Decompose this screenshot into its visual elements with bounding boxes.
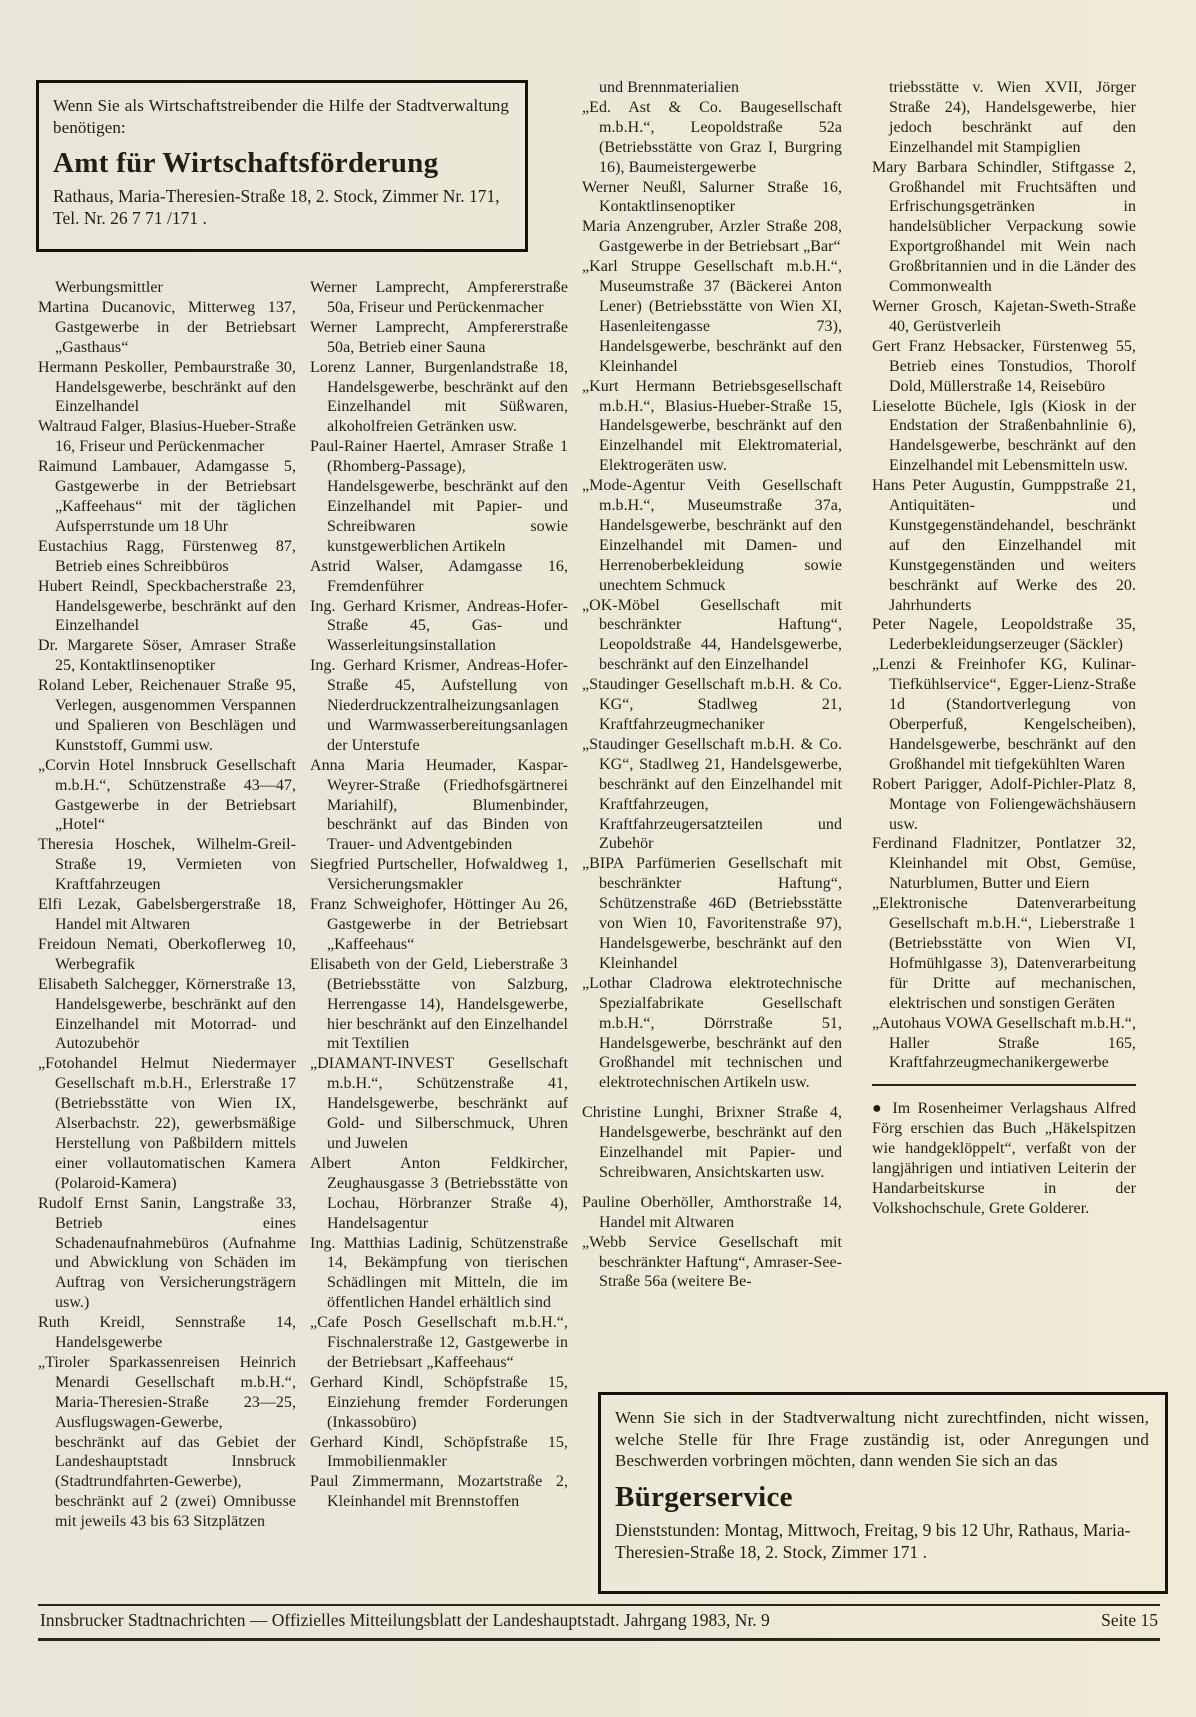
directory-entry: „OK-Möbel Gesellschaft mit beschränkter Haftung“, Leopoldstraße 44, Handelsgewerbe, beschränkt auf den Einzelhandel: [582, 596, 842, 674]
directory-entry: Raimund Lambauer, Adamgasse 5, Gastgewerbe in der Betriebsart „Kaffeehaus“ mit der täglichen Aufsperrstunde um 18 Uhr: [38, 458, 296, 535]
directory-entry: „Ed. Ast & Co. Baugesellschaft m.b.H.“, Leopoldstraße 52a (Betriebsstätte von Graz I, Burgring 16), Baumeistergewerbe: [582, 98, 842, 176]
directory-entry: triebsstätte v. Wien XVII, Jörger Straße 24), Handelsgewerbe, hier jedoch beschränkt auf den Einzelhandel mit Stampiglien: [889, 79, 1136, 156]
directory-entry: „Mode-Agentur Veith Gesellschaft m.b.H.“, Museumstraße 37a, Handelsgewerbe, beschränkt auf den Einzelhandel mit Damen- und Herrenoberbekleidung sowie unechtem Schmuck: [582, 477, 842, 594]
directory-entry: „Autohaus VOWA Gesellschaft m.b.H.“, Haller Straße 165, Kraftfahrzeugmechanikergewerbe: [872, 1014, 1136, 1072]
directory-entry: „Cafe Posch Gesellschaft m.b.H.“, Fischnalerstraße 12, Gastgewerbe in der Betriebsart „Kaffeehaus“: [310, 1314, 568, 1371]
directory-entry: Werbungsmittler: [55, 279, 163, 296]
directory-entry: Robert Parigger, Adolf-Pichler-Platz 8, Montage von Foliengewächshäusern usw.: [872, 775, 1136, 833]
directory-entry: Gert Franz Hebsacker, Fürstenweg 55, Betrieb eines Tonstudios, Thorolf Dold, Müllerstraße 14, Reisebüro: [872, 337, 1136, 395]
amt-address: Rathaus, Maria-Theresien-Straße 18, 2. Stock, Zimmer Nr. 171, Tel. Nr. 26 7 71 /171 .: [53, 186, 500, 228]
directory-entry: „BIPA Parfümerien Gesellschaft mit beschränkter Haftung“, Schützenstraße 46D (Betriebsstätte von Wien 10, Favoritenstraße 97), Handelsgewerbe, beschränkt auf den Kleinhandel: [582, 855, 842, 972]
directory-entry: Dr. Margarete Söser, Amraser Straße 25, Kontaktlinsenoptiker: [38, 637, 296, 675]
buergerservice-intro-text: Wenn Sie sich in der Stadtverwaltung nicht zurechtfinden, nicht wissen, welche Stelle für Ihre Frage zuständig ist, oder Anregungen und Beschwerden vorbringen möchten, dann wenden Sie sich an das: [615, 1408, 1149, 1470]
directory-entry: „Kurt Hermann Betriebsgesellschaft m.b.H.“, Blasius-Hueber-Straße 15, Handelsgewerbe, beschränkt auf den Einzelhandel mit Elektromaterial, Elektrogeräten usw.: [582, 377, 842, 475]
news-note: ● Im Rosenheimer Verlagshaus Alfred Förg erschien das Buch „Häkelspitzen wie handgeklöppelt“, verfaßt von der langjährigen und intiativen Leiterin der Handarbeitskurse in der Volkshochschule, Grete Golderer.: [872, 1100, 1136, 1217]
directory-entry: „DIAMANT-INVEST Gesellschaft m.b.H.“, Schützenstraße 41, Handelsgewerbe, beschränkt auf Gold- und Silberschmuck, Uhren und Juwelen: [310, 1055, 568, 1152]
directory-entry: Hans Peter Augustin, Gumppstraße 21, Antiquitäten- und Kunstgegenständehandel, beschränkt auf den Einzelhandel mit Kunstgegenständen und weiters beschränkt auf Werke des 20. Jahrhunderts: [872, 477, 1136, 614]
amt-box: [36, 80, 528, 252]
directory-entry: Hubert Reindl, Speckbacherstraße 23, Handelsgewerbe, beschränkt auf den Einzelhandel: [38, 577, 296, 635]
amt-title: Amt für Wirtschaftsförderung: [53, 147, 439, 179]
column-4: [872, 78, 1136, 1380]
directory-entry: Albert Anton Feldkircher, Zeughausgasse 3 (Betriebsstätte von Lochau, Hörbranzer Straße 4), Handelsagentur: [310, 1154, 568, 1232]
directory-entry: Werner Neußl, Salurner Straße 16, Kontaktlinsenoptiker: [582, 178, 842, 216]
buergerservice-hours: Dienststunden: Montag, Mittwoch, Freitag, 9 bis 12 Uhr, Rathaus, Maria-Theresien-Straße 18, 2. Stock, Zimmer 171 .: [615, 1519, 1131, 1562]
directory-entry: Maria Anzengruber, Arzler Straße 208, Gastgewerbe in der Betriebsart „Bar“: [582, 218, 842, 256]
directory-entry: Ing. Matthias Ladinig, Schützenstraße 14, Bekämpfung von tierischen Schädlingen mit Mitteln, die im öffentlichen Handel erhältlich sind: [310, 1234, 568, 1312]
directory-entry: Werner Lamprecht, Ampfererstraße 50a, Betrieb einer Sauna: [310, 318, 568, 356]
footer-publication-line: Innsbrucker Stadtnachrichten — Offizielles Mitteilungsblatt der Landeshauptstadt. Jahrgang 1983, Nr. 9: [40, 1610, 770, 1630]
directory-entry: Anna Maria Heumader, Kaspar-Weyrer-Straße (Friedhofsgärtnerei Mariahilf), Blumenbinder, beschränkt auf das Binden von Trauer- und Adventgebinden: [310, 756, 568, 854]
directory-entry: Lieselotte Büchele, Igls (Kiosk in der Endstation der Straßenbahnlinie 6), Handelsgewerbe, beschränkt auf den Einzelhandel mit Lebensmitteln usw.: [872, 397, 1136, 475]
directory-entry: „Corvin Hotel Innsbruck Gesellschaft m.b.H.“, Schützenstraße 43—47, Gastgewerbe in der Betriebsart „Hotel“: [38, 756, 296, 834]
directory-entry: Waltraud Falger, Blasius-Hueber-Straße 16, Friseur und Perückenmacher: [38, 418, 296, 456]
directory-entry: Christine Lunghi, Brixner Straße 4, Handelsgewerbe, beschränkt auf den Einzelhandel mit Papier- und Schreibwaren, Ansichtskarten usw.: [582, 1104, 842, 1181]
amt-intro-text: Wenn Sie als Wirtschaftstreibender die Hilfe der Stadtverwaltung benötigen:: [53, 96, 509, 137]
note-divider: [872, 1084, 1136, 1086]
directory-entry: Paul-Rainer Haertel, Amraser Straße 1 (Rhomberg-Passage), Handelsgewerbe, beschränkt auf den Einzelhandel mit Papier- und Schreibwaren sowie kunstgewerblichen Artikeln: [310, 438, 568, 555]
directory-entry: Elfi Lezak, Gabelsbergerstraße 18, Handel mit Altwaren: [38, 896, 296, 933]
directory-entry: „Karl Struppe Gesellschaft m.b.H.“, Museumstraße 37 (Bäckerei Anton Lener) (Betriebsstätte von Wien XI, Hasenleitengasse 73), Handelsgewerbe, beschränkt auf den Kleinhandel: [582, 258, 842, 375]
directory-entry: Elisabeth von der Geld, Lieberstraße 3 (Betriebsstätte von Salzburg, Herrengasse 14), Handelsgewerbe, hier beschränkt auf den Einzelhandel mit Textilien: [310, 955, 568, 1053]
directory-entry: Martina Ducanovic, Mitterweg 137, Gastgewerbe in der Betriebsart „Gasthaus“: [38, 298, 296, 356]
directory-entry: Peter Nagele, Leopoldstraße 35, Lederbekleidungserzeuger (Säckler): [872, 616, 1136, 654]
directory-entry: Mary Barbara Schindler, Stiftgasse 2, Großhandel mit Fruchtsäften und Erfrischungsgetränken in handelsüblicher Verpackung sowie Exportgroßhandel mit Wein nach Großbritannien und in die Länder des Commonwealth: [872, 158, 1136, 296]
directory-entry: Rudolf Ernst Sanin, Langstraße 33, Betrieb eines Schadenaufnahmebüros (Aufnahme und Abwicklung von Schäden im Auftrag von Versicherungsträgern usw.): [38, 1194, 296, 1312]
directory-entry: „Tiroler Sparkassenreisen Heinrich Menardi Gesellschaft m.b.H.“, Maria-Theresien-Straße 23—25, Ausflugswagen-Gewerbe, beschränkt auf das Gebiet der Landeshauptstadt Innsbruck (Stadtrundfahrten-Gewerbe), beschränkt auf 2 (zwei) Omnibusse mit jeweils 43 bis 63 Sitzplätzen: [38, 1353, 296, 1531]
directory-entry: Theresia Hoschek, Wilhelm-Greil-Straße 19, Vermieten von Kraftfahrzeugen: [38, 836, 296, 894]
footer-page-number: Seite 15: [1101, 1610, 1158, 1630]
directory-entry: Roland Leber, Reichenauer Straße 95, Verlegen, ausgenommen Verspannen und Spalieren von Beschlägen und Kunststoff, Gummi usw.: [38, 677, 296, 754]
directory-entry: „Elektronische Datenverarbeitung Gesellschaft m.b.H.“, Lieberstraße 1 (Betriebsstätte von Wien VI, Hofmühlgasse 3), Datenverarbeitung für Dritte auf mechanischen, elektrischen und sonstigen Geräten: [872, 895, 1136, 1012]
directory-entry: Gerhard Kindl, Schöpfstraße 15, Immobilienmakler: [310, 1433, 568, 1471]
directory-entry: Hermann Peskoller, Pembaurstraße 30, Handelsgewerbe, beschränkt auf den Einzelhandel: [38, 358, 296, 416]
directory-entry: Lorenz Lanner, Burgenlandstraße 18, Handelsgewerbe, beschränkt auf den Einzelhandel mit Süßwaren, alkoholfreien Getränken usw.: [310, 358, 568, 436]
column-3: [582, 78, 842, 1376]
directory-entry: Pauline Oberhöller, Amthorstraße 14, Handel mit Altwaren: [582, 1193, 842, 1231]
buergerservice-box: [598, 1392, 1168, 1594]
directory-entry: „Lothar Cladrowa elektrotechnische Spezialfabrikate Gesellschaft m.b.H.“, Dörrstraße 51, Handelsgewerbe, beschränkt auf den Großhandel mit technischen und elektrotechnischen Artikeln usw.: [582, 974, 842, 1092]
directory-entry: „Staudinger Gesellschaft m.b.H. & Co. KG“, Stadlweg 21, Handelsgewerbe, beschränkt auf den Einzelhandel mit Kraftfahrzeugen, Kraftfahrzeugersatzteilen und Zubehör: [582, 735, 842, 853]
directory-entry: Paul Zimmermann, Mozartstraße 2, Kleinhandel mit Brennstoffen: [310, 1473, 568, 1511]
column-1: [38, 278, 296, 1596]
column-2: [310, 278, 568, 1596]
buergerservice-title: Bürgerservice: [615, 1480, 793, 1513]
directory-entry: Eustachius Ragg, Fürstenweg 87, Betrieb eines Schreibbüros: [38, 537, 296, 575]
directory-entry: „Webb Service Gesellschaft mit beschränkter Haftung“, Amraser-See-Straße 56a (weitere Be-: [582, 1233, 842, 1291]
directory-entry: „Staudinger Gesellschaft m.b.H. & Co. KG“, Stadlweg 21, Kraftfahrzeugmechaniker: [582, 676, 842, 733]
directory-entry: Siegfried Purtscheller, Hofwaldweg 1, Versicherungsmakler: [310, 856, 568, 894]
directory-entry: und Brennmaterialien: [599, 79, 740, 96]
directory-entry: „Fotohandel Helmut Niedermayer Gesellschaft m.b.H., Erlerstraße 17 (Betriebsstätte von Wien IX, Alserbachstr. 22), gewerbsmäßige Herstellung von Paßbildern mittels einer vollautomatischen Kamera (Polaroid-Kamera): [38, 1055, 296, 1192]
directory-entry: Ing. Gerhard Krismer, Andreas-Hofer-Straße 45, Gas- und Wasserleitungsinstallation: [310, 597, 568, 655]
directory-entry: Ruth Kreidl, Sennstraße 14, Handelsgewerbe: [38, 1314, 296, 1352]
directory-entry: „Lenzi & Freinhofer KG, Kulinar-Tiefkühlservice“, Egger-Lienz-Straße 1d (Standortverlegung von Oberperfuß, Kengelscheiben), Handelsgewerbe, beschränkt auf den Großhandel mit tiefgekühlten Waren: [872, 656, 1136, 773]
directory-entry: Ing. Gerhard Krismer, Andreas-Hofer-Straße 45, Aufstellung von Niederdruckzentralheizungsanlagen und Warmwasserbereitungsanlagen der Unterstufe: [310, 657, 568, 754]
directory-entry: Werner Lamprecht, Ampfererstraße 50a, Friseur und Perückenmacher: [310, 279, 568, 316]
directory-entry: Freidoun Nemati, Oberkoflerweg 10, Werbegrafik: [38, 935, 296, 973]
directory-entry: Gerhard Kindl, Schöpfstraße 15, Einziehung fremder Forderungen (Inkassobüro): [310, 1373, 568, 1431]
directory-entry: Werner Grosch, Kajetan-Sweth-Straße 40, Gerüstverleih: [872, 297, 1136, 335]
directory-entry: Franz Schweighofer, Höttinger Au 26, Gastgewerbe in der Betriebsart „Kaffeehaus“: [310, 896, 568, 953]
directory-entry: Ferdinand Fladnitzer, Pontlatzer 32, Kleinhandel mit Obst, Gemüse, Naturblumen, Butter und Eiern: [872, 835, 1136, 893]
directory-entry: Elisabeth Salchegger, Körnerstraße 13, Handelsgewerbe, beschränkt auf den Einzelhandel mit Motorrad- und Autozubehör: [38, 975, 296, 1053]
directory-entry: Astrid Walser, Adamgasse 16, Fremdenführer: [310, 557, 568, 595]
page-footer: [38, 1604, 1160, 1641]
